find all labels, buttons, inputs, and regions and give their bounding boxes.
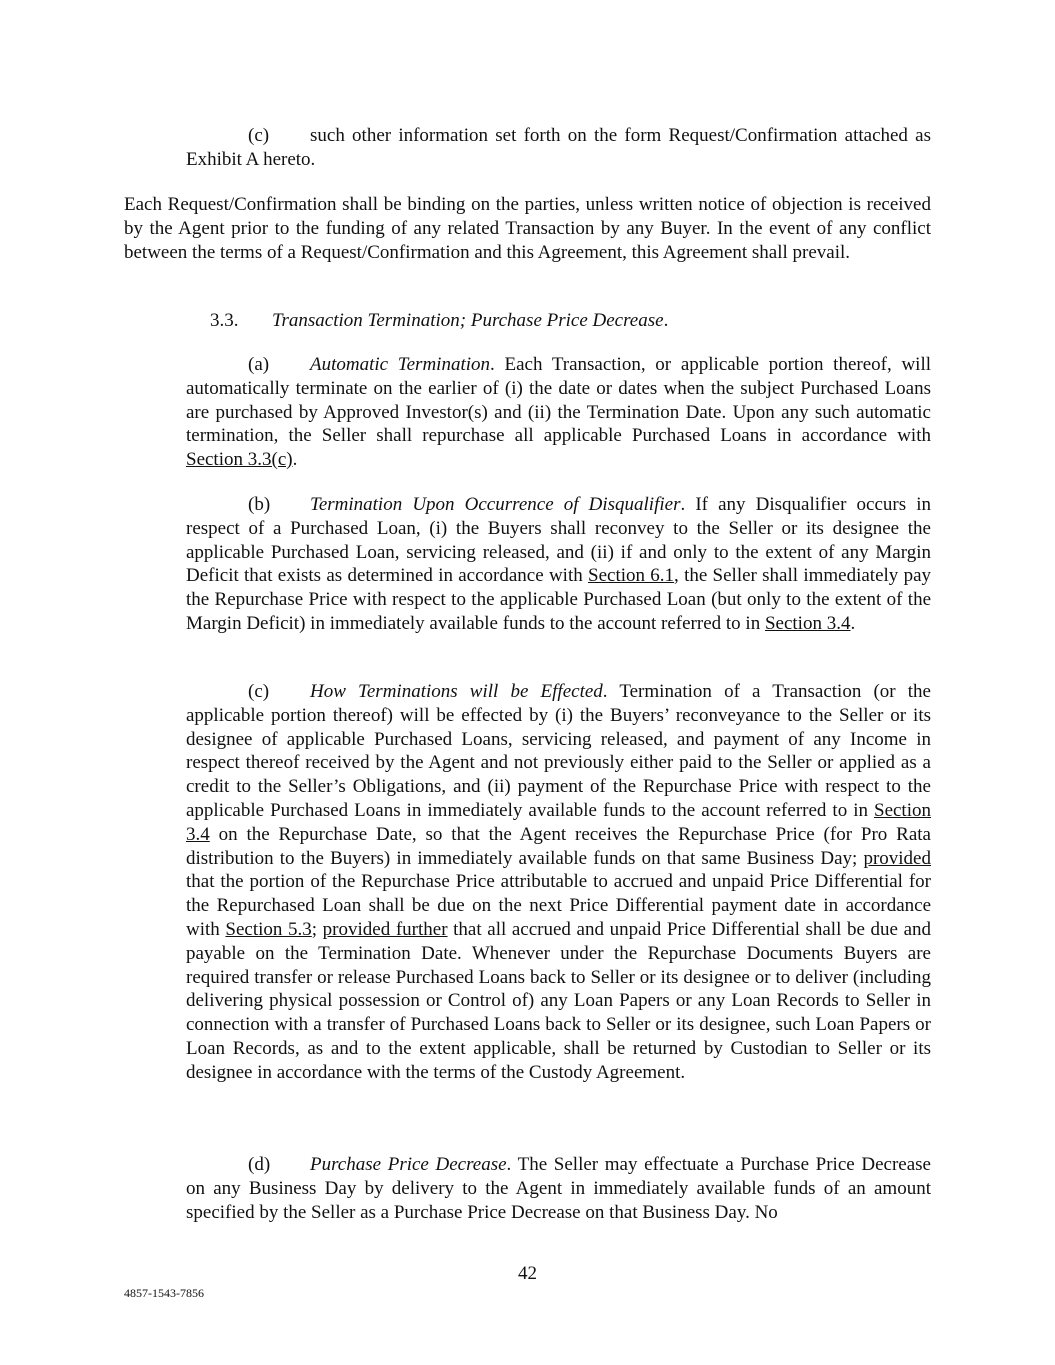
- cross-reference: provided further: [322, 918, 448, 940]
- paragraph-label: (c): [248, 681, 270, 702]
- cross-reference: Section 3.3(c): [186, 449, 293, 471]
- cross-reference: Section 6.1: [588, 565, 675, 587]
- paragraph-label: (c): [248, 125, 270, 146]
- paragraph-label: (b): [248, 494, 271, 515]
- section-number: 3.3.: [210, 310, 239, 331]
- page-number: 42: [518, 1263, 537, 1284]
- binding-paragraph: Each Request/Confirmation shall be binding on the parties, unless written notice of objection is received by the Agent prior to the funding of any related Transaction by any Buyer. In the event of any conflict between the terms of a Request/Confirmation and this Agreement, this Agreement shall prevail.: [124, 194, 931, 263]
- paragraph-c: (c) How Terminations will be Effected. Termination of a Transaction (or the applicable portion thereof) will be effected by (i) the Buyers’ reconveyance to the Seller or its designee of applicable Purchased Loans, servicing released, and payment of any Income in respect thereof received by the Agent and not previously either paid to the Seller or applied as a credit to the Seller’s Obligations, and (ii) payment of the Repurchase Price with respect to the applicable Purchased Loans in immediately available funds to the account referred to in Section 3.4 on the Repurchase Date, so that the Agent receives the Repurchase Price (for Pro Rata distribution to the Buyers) in immediately available funds on that same Business Day; provided that the portion of the Repurchase Price attributable to accrued and unpaid Price Differential for the Repurchased Loan shall be due on the next Price Differential payment date in accordance with Section 5.3; provided further that all accrued and unpaid Price Differential shall be due and payable on the Termination Date. Whenever under the Repurchase Documents Buyers are required transfer or release Purchased Loans back to Seller or its designee or to deliver (including delivering physical possession or Control of) any Loan Papers or any Loan Records to Seller in connection with a transfer of Purchased Loans back to Seller or its designee, such Loan Papers or Loan Records, as and to the extent applicable, shall be returned by Custodian to Seller or its designee in accordance with the terms of the Custody Agreement.: [186, 681, 932, 1083]
- paragraph-heading: Termination Upon Occurrence of Disqualifier: [310, 494, 681, 515]
- paragraph-d: (d) Purchase Price Decrease. The Seller may effectuate a Purchase Price Decrease on any Business Day by delivery to the Agent in immediately available funds of an amount specified by the Seller as a Purchase Price Decrease on that Business Day. No: [186, 1154, 931, 1223]
- paragraph-heading: Automatic Termination: [310, 354, 491, 375]
- cross-reference: Section 3.4: [186, 799, 931, 845]
- cross-reference: provided: [863, 847, 931, 869]
- paragraph-text: Each Transaction, or applicable portion thereof, will automatically terminate on the earlier of (i) the date or dates when the subject Purchased Loans are purchased by Approved Investor(s) and (ii) the Termination Date. Upon any such automatic termination, the Seller shall repurchase all applicable Purchased Loans in accordance with: [186, 354, 931, 447]
- paragraph-text: If any Disqualifier occurs in respect of a Purchased Loan, (i) the Buyers shall reconvey to the Seller or its designee the applicable Purchased Loan, servicing released, and (ii) if and only to the extent of any Margin Deficit that exists as determined in accordance with: [186, 494, 931, 587]
- paragraph-label: (a): [248, 354, 270, 375]
- paragraph-label: (d): [248, 1154, 271, 1175]
- cross-reference: Section 3.4: [764, 612, 851, 634]
- paragraph-heading: How Terminations will be Effected: [310, 681, 603, 702]
- paragraph-b: (b) Termination Upon Occurrence of Disqualifier. If any Disqualifier occurs in respect of a Purchased Loan, (i) the Buyers shall reconvey to the Seller or its designee the applicable Purchased Loan, servicing released, and (ii) if and only to the extent of any Margin Deficit that exists as determined in accordance with Section 6.1, the Seller shall immediately pay the Repurchase Price with respect to the applicable Purchased Loan (but only to the extent of the Margin Deficit) in immediately available funds to the account referred to in Section 3.4.: [186, 494, 932, 634]
- document-id: 4857-1543-7856: [124, 1286, 204, 1300]
- cross-reference: Section 5.3: [225, 918, 312, 940]
- paragraph-text: Termination of a Transaction (or the applicable portion thereof) will be effected by (i) the Buyers’ reconveyance to the Seller or its designee of applicable Purchased Loans, servicing released, and payment of any Income in respect thereof received by the Agent and not previously either paid to the Seller or applied as a credit to the Seller’s Obligations, and (ii) payment of the Repurchase Price with respect to the applicable Purchased Loans in immediately available funds to the account referred to in: [186, 681, 931, 821]
- paragraph-c-exhibit: [186, 124, 931, 172]
- paragraph-heading: Purchase Price Decrease: [310, 1154, 507, 1175]
- section-title: Transaction Termination; Purchase Price Decrease: [272, 310, 664, 331]
- paragraph-text: such other information set forth on the form Request/Confirmation attached as Exhibit A hereto.: [186, 125, 931, 170]
- section-heading: 3.3. Transaction Termination; Purchase Price Decrease.: [210, 310, 669, 331]
- paragraph-text: The Seller may effectuate a Purchase Price Decrease on any Business Day by delivery to the Agent in immediately available funds of an amount specified by the Seller as a Purchase Price Decrease on that Business Day. No: [186, 1154, 931, 1223]
- paragraph-a: (a) Automatic Termination. Each Transaction, or applicable portion thereof, will automatically terminate on the earlier of (i) the date or dates when the subject Purchased Loans are purchased by Approved Investor(s) and (ii) the Termination Date. Upon any such automatic termination, the Seller shall repurchase all applicable Purchased Loans in accordance with Section 3.3(c).: [186, 354, 931, 471]
